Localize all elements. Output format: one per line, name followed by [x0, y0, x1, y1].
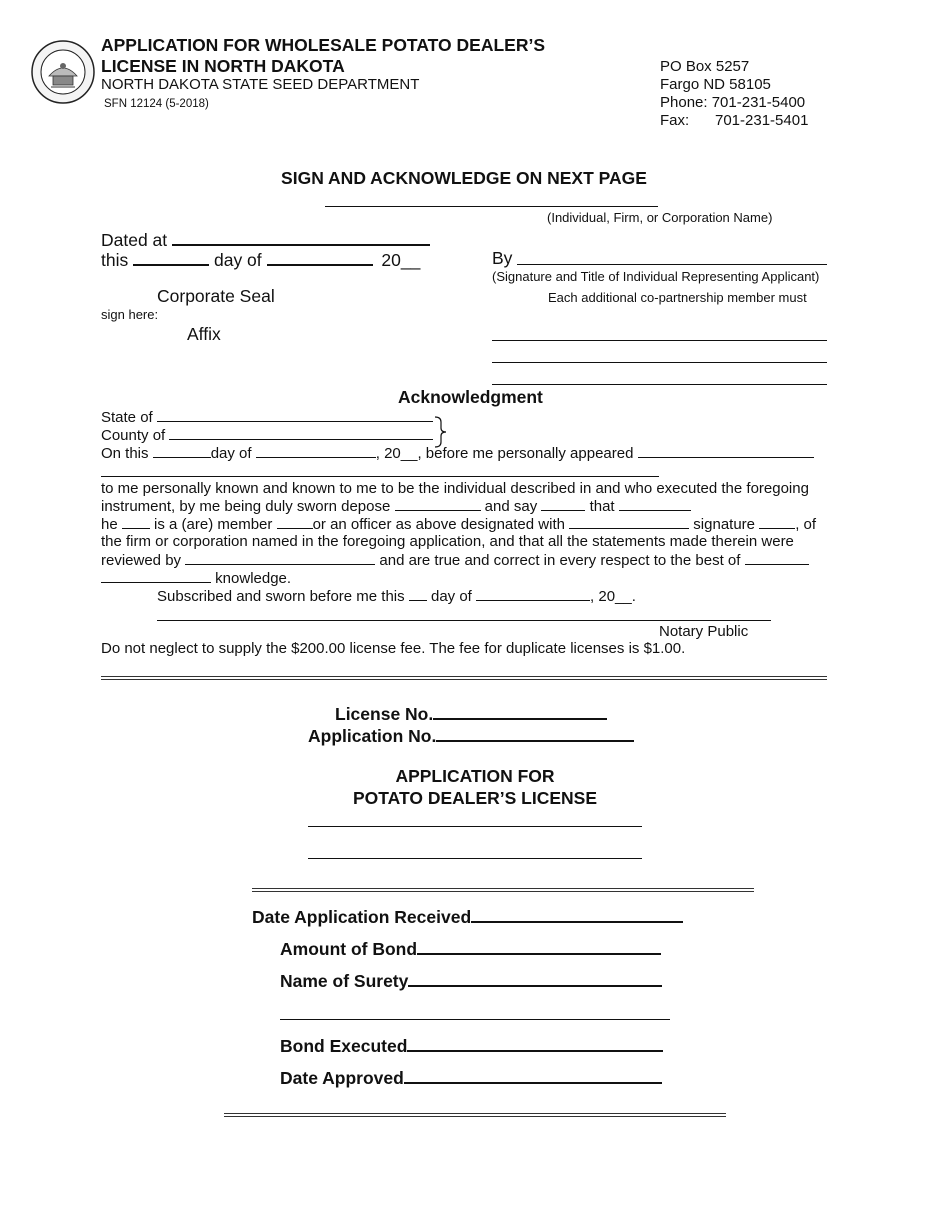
affix-label: Affix: [187, 324, 221, 344]
that-text: that: [589, 498, 615, 515]
appeared-name-field[interactable]: [638, 444, 814, 458]
sign-here-label: sign here:: [101, 307, 159, 322]
form-title-line2: LICENSE IN NORTH DAKOTA: [101, 56, 345, 76]
license-no-field[interactable]: [433, 702, 607, 720]
sign-next-page-notice: SIGN AND ACKNOWLEDGE ON NEXT PAGE: [281, 168, 647, 188]
bond-executed-label: Bond Executed: [280, 1036, 408, 1056]
of-text: , of: [795, 516, 817, 533]
copartner-line-1[interactable]: [492, 340, 827, 341]
application-no-row: [308, 724, 634, 746]
amount-of-bond-row: [280, 937, 661, 959]
name-caption: (Individual, Firm, or Corporation Name): [547, 210, 773, 225]
corporate-seal-label: Corporate Seal: [157, 286, 275, 306]
name-of-surety-field[interactable]: [408, 969, 662, 987]
date-received-field[interactable]: [471, 905, 683, 923]
department-name: NORTH DAKOTA STATE SEED DEPARTMENT: [101, 76, 420, 93]
on-this-row: [101, 444, 814, 463]
ack-month-field[interactable]: [256, 444, 376, 458]
address-fax-label: Fax:: [660, 112, 690, 129]
license-no-row: [335, 702, 607, 724]
he-text: he: [101, 516, 118, 533]
county-field[interactable]: [169, 426, 433, 440]
sworn-row: [157, 587, 636, 606]
date-row: [101, 248, 420, 270]
application-no-field[interactable]: [436, 724, 634, 742]
office-line-1[interactable]: [308, 826, 642, 827]
reviewed-by-field[interactable]: [185, 551, 375, 565]
day-field[interactable]: [133, 248, 209, 266]
date-approved-label: Date Approved: [280, 1068, 404, 1088]
month-field[interactable]: [267, 248, 373, 266]
knowledge-field[interactable]: [101, 569, 211, 583]
name-of-surety-row: [280, 969, 662, 991]
signature-caption: (Signature and Title of Individual Representing Applicant): [492, 269, 820, 284]
section-divider-3: [224, 1113, 726, 1117]
ack-day-field[interactable]: [153, 444, 211, 458]
signature-text: signature: [693, 516, 756, 533]
dated-at-field[interactable]: [172, 228, 430, 246]
ack-paragraph-line2: [101, 497, 691, 516]
form-number: SFN 12124 (5-2018): [104, 98, 209, 110]
appeared-name-line[interactable]: [101, 476, 659, 477]
address-po-box: PO Box 5257: [660, 58, 750, 75]
ack-year-label: , 20__,: [375, 445, 422, 462]
notary-signature-line[interactable]: [157, 620, 771, 621]
day-of-label: day of: [213, 250, 262, 270]
depose-field[interactable]: [395, 497, 481, 511]
address-fax-number: 701-231-5401: [715, 112, 809, 129]
office-title-line1: APPLICATION FOR: [395, 766, 555, 786]
state-of-label: State of: [101, 409, 153, 426]
state-seed-department-seal: [31, 40, 95, 104]
signature-line[interactable]: [517, 264, 827, 265]
sworn-month-field[interactable]: [476, 587, 590, 601]
amount-of-bond-field[interactable]: [417, 937, 661, 955]
surety-line-2[interactable]: [280, 1019, 670, 1020]
reviewed-by-text: reviewed by: [101, 552, 182, 569]
fee-note: Do not neglect to supply the $200.00 license fee. The fee for duplicate licenses is $1.00.: [101, 640, 686, 657]
form-title-line1: APPLICATION FOR WHOLESALE POTATO DEALER’S: [101, 35, 545, 55]
ack-day-of-label: day of: [210, 445, 252, 462]
year-label: 20__: [381, 250, 421, 270]
office-line-2[interactable]: [308, 858, 642, 859]
copartnership-note: Each additional co-partnership member must: [548, 290, 807, 305]
bond-executed-field[interactable]: [407, 1034, 663, 1052]
office-title-line2: POTATO DEALER’S LICENSE: [352, 788, 598, 808]
that-field[interactable]: [619, 497, 691, 511]
before-me-label: before me personally appeared: [425, 445, 634, 462]
date-approved-field[interactable]: [404, 1066, 662, 1084]
by-label: By: [492, 248, 513, 268]
sworn-day-of-text: day of: [430, 588, 472, 605]
sworn-year-text: , 20__.: [590, 588, 636, 605]
sworn-text: Subscribed and sworn before me this: [157, 588, 405, 605]
date-approved-row: [280, 1066, 662, 1088]
knowledge-text: knowledge.: [215, 570, 292, 587]
officer-text: or an officer as above designated with: [312, 516, 565, 533]
true-correct-text: and are true and correct in every respect to the best of: [379, 552, 741, 569]
name-line[interactable]: [325, 206, 658, 207]
ack-paragraph-line4: the firm or corporation named in the foregoing application, and that all the statements made therein were: [101, 533, 794, 550]
license-no-label: License No.: [335, 704, 434, 724]
acknowledgment-title: Acknowledgment: [398, 387, 543, 407]
section-divider-2: [252, 888, 754, 892]
application-no-label: Application No.: [308, 726, 437, 746]
ack-paragraph-line6: [101, 569, 291, 588]
dated-at-label: Dated at: [101, 230, 168, 250]
county-of-row: [101, 426, 433, 445]
ack-paragraph-line5: [101, 551, 809, 570]
he-field[interactable]: [122, 515, 150, 529]
on-this-label: On this: [101, 445, 149, 462]
this-label: this: [101, 250, 129, 270]
member-text: is a (are) member: [154, 516, 273, 533]
designated-field[interactable]: [569, 515, 689, 529]
signature-field[interactable]: [759, 515, 795, 529]
state-of-row: [101, 408, 433, 427]
sworn-day-field[interactable]: [409, 587, 427, 601]
section-divider-1: [101, 676, 827, 680]
ack-paragraph-line1: to me personally known and known to me to be the individual described in and who executed the foregoing: [101, 480, 809, 497]
member-field[interactable]: [277, 515, 313, 529]
address-phone: Phone: 701-231-5400: [660, 94, 806, 111]
amount-of-bond-label: Amount of Bond: [280, 939, 418, 959]
notary-public-label: Notary Public: [659, 623, 749, 640]
date-received-row: [252, 905, 683, 927]
copartner-line-2[interactable]: [492, 362, 827, 363]
depose-text: instrument, by me being duly sworn depose: [101, 498, 391, 515]
best-of-field[interactable]: [745, 551, 809, 565]
say-field[interactable]: [541, 497, 585, 511]
address-city: Fargo ND 58105: [660, 76, 771, 93]
ack-paragraph-line3: [101, 515, 816, 534]
copartner-line-3[interactable]: [492, 384, 827, 385]
and-say-text: and say: [484, 498, 538, 515]
bond-executed-row: [280, 1034, 663, 1056]
dated-at-row: [101, 228, 430, 250]
county-of-label: County of: [101, 427, 166, 444]
state-field[interactable]: [157, 408, 433, 422]
date-received-label: Date Application Received: [252, 907, 472, 927]
name-of-surety-label: Name of Surety: [280, 971, 409, 991]
